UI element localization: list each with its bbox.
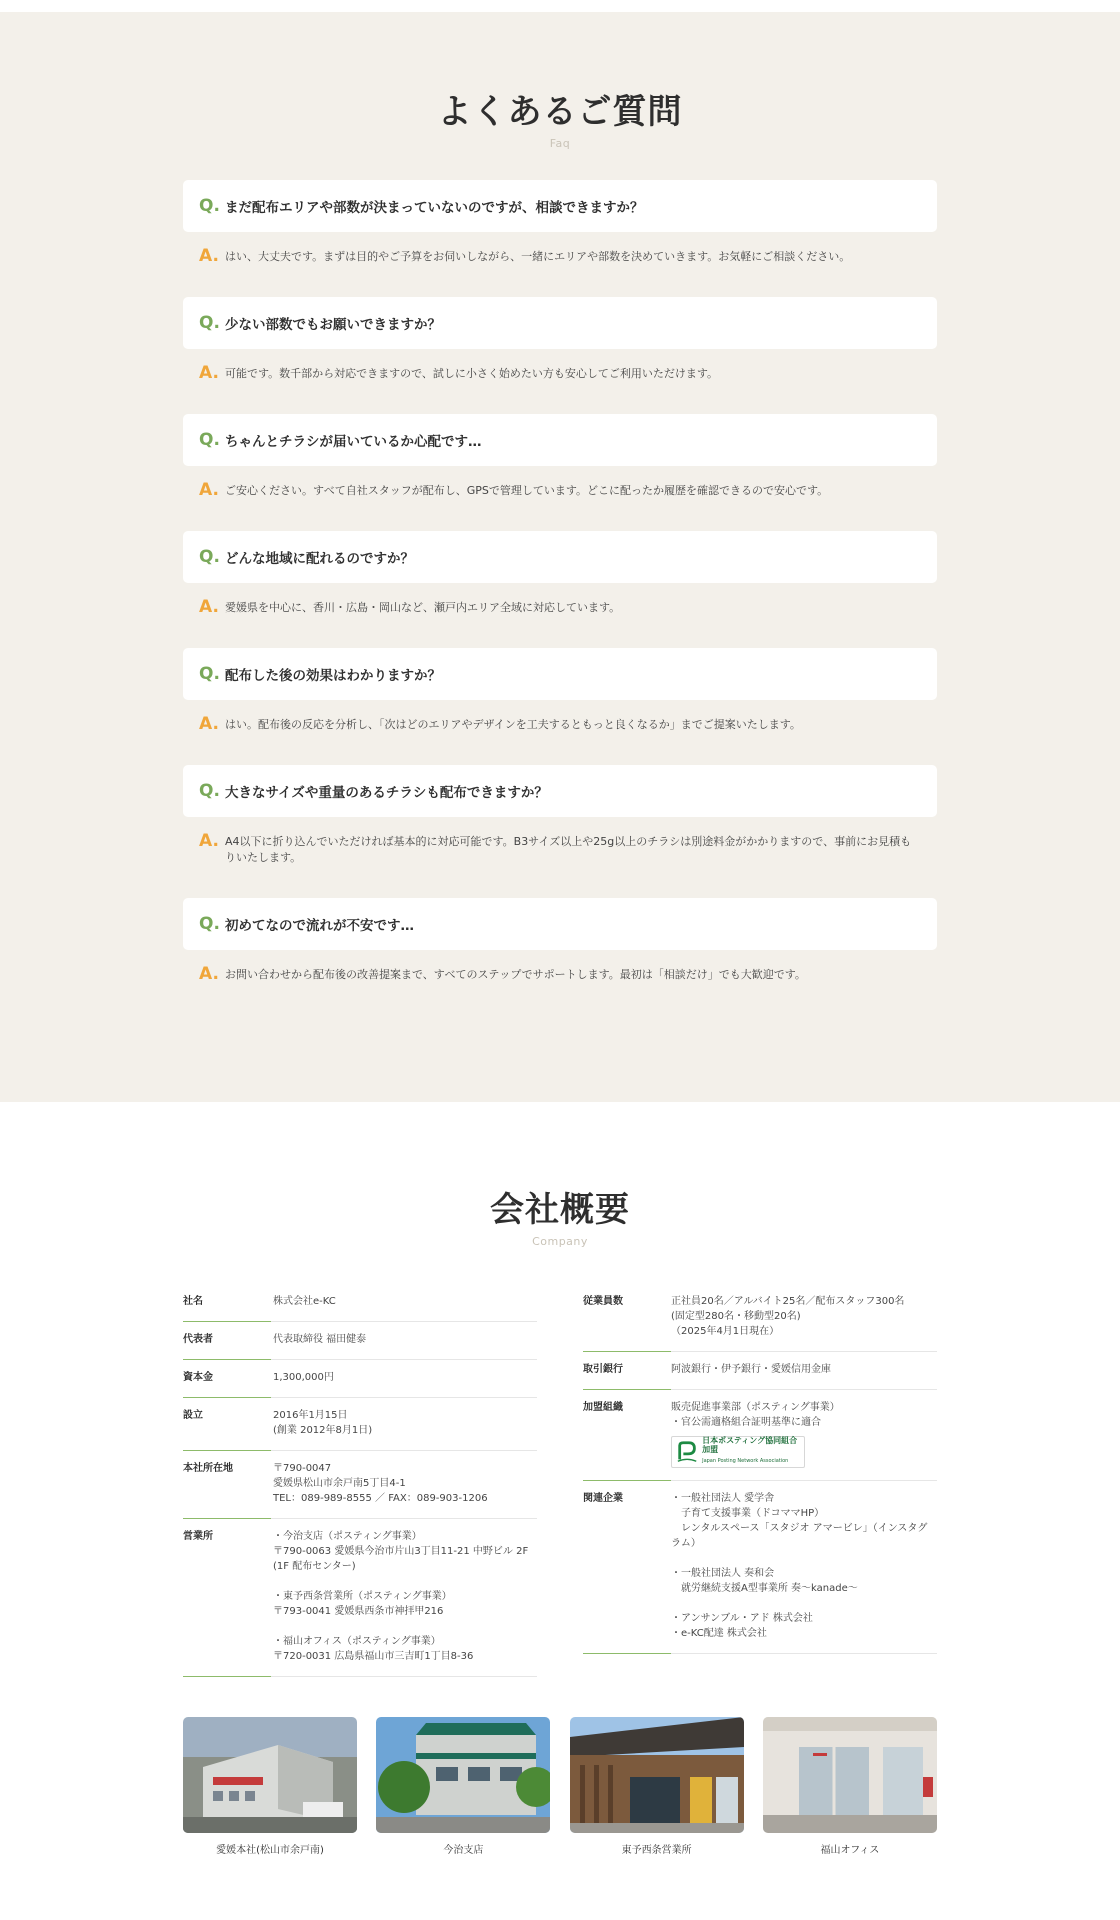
faq-section — [0, 12, 1120, 1102]
association-logo-subtext: Japan Posting Network Association — [702, 1457, 789, 1464]
faq-answer — [183, 232, 937, 265]
association-logo-text: 日本ポスティング協同組合加盟 — [702, 1435, 798, 1454]
info-row-affiliates — [583, 1481, 937, 1654]
info-label: 代表者 — [183, 1334, 213, 1345]
faq-answer — [183, 817, 937, 866]
info-label: 設立 — [183, 1410, 203, 1421]
info-label: 社名 — [183, 1296, 203, 1307]
answer-text: はい。配布後の反応を分析し、「次はどのエリアやデザインを工夫するともっと良くなるか」までご提案いたします。 — [225, 718, 801, 731]
info-value-wrap — [671, 1400, 840, 1468]
answer-text: お問い合わせから配布後の改善提案まで、すべてのステップでサポートします。最初は「相談だけ」でも大歓迎です。 — [225, 968, 806, 981]
faq-answer — [183, 700, 937, 733]
question-text: ちゃんとチラシが届いているか心配です… — [225, 434, 482, 450]
office-photo-caption: 東予西条営業所 — [621, 1845, 692, 1856]
office-photo-card — [376, 1717, 550, 1856]
question-text: 初めてなので流れが不安です… — [225, 918, 414, 934]
faq-item — [183, 765, 937, 866]
info-label: 営業所 — [183, 1531, 213, 1542]
info-row-capital — [183, 1360, 537, 1398]
question-text: どんな地域に配れるのですか？ — [225, 551, 414, 567]
answer-text: 愛媛県を中心に、香川・広島・岡山など、瀬戸内エリア全域に対応しています。 — [225, 601, 621, 614]
office-photo-caption: 今治支店 — [443, 1845, 484, 1856]
info-row-representative — [183, 1322, 537, 1360]
info-label: 加盟組織 — [583, 1402, 623, 1413]
question-mark: Q. — [199, 781, 220, 801]
association-logo-icon — [676, 1440, 698, 1464]
info-row-banks — [583, 1352, 937, 1390]
info-label: 取引銀行 — [583, 1364, 623, 1375]
question-text: 少ない部数でもお願いできますか？ — [225, 317, 441, 333]
faq-question[interactable] — [183, 648, 937, 700]
info-value: 株式会社e-KC — [273, 1296, 336, 1307]
info-value: ・今治支店（ポスティング事業） 〒790-0063 愛媛県今治市片山3丁目11-21 中野ビル 2F (1F 配布センター) ・東予西条営業所（ポスティング事業） 〒793-0041 愛媛県西条市神拝甲216 ・福山オフィス（ポスティング事業） 〒720-0031 広島県福山市三吉町1丁目8-36 — [273, 1531, 529, 1662]
faq-title: よくあるご質問 — [437, 92, 683, 132]
office-photos — [183, 1717, 937, 1856]
question-mark: Q. — [199, 430, 220, 450]
office-photo-fukuyama — [763, 1717, 937, 1833]
faq-question[interactable] — [183, 765, 937, 817]
company-title: 会社概要 — [490, 1190, 630, 1230]
office-photo-headquarters — [183, 1717, 357, 1833]
company-subtitle: Company — [532, 1235, 588, 1248]
faq-question[interactable] — [183, 297, 937, 349]
faq-subtitle: Faq — [549, 137, 571, 150]
info-row-offices — [183, 1519, 537, 1677]
info-label: 関連企業 — [583, 1493, 623, 1504]
info-value: 2016年1月15日 (創業 2012年8月1日) — [273, 1410, 373, 1436]
question-mark: Q. — [199, 547, 220, 567]
info-value: ・一般社団法人 愛学舎 子育て支援事業（ドコママHP） レンタルスペース「スタジオ アマービレ」（インスタグラム） ・一般社団法人 奏和会 就労継続支援A型事業所 奏〜kanade〜 ・アンサンブル・アド 株式会社 ・e-KC配達 株式会社 — [671, 1493, 928, 1639]
faq-item — [183, 648, 937, 733]
answer-mark: A. — [199, 480, 219, 500]
office-photo-card — [570, 1717, 744, 1856]
association-logo-label — [698, 1436, 804, 1469]
office-photo-imabari — [376, 1717, 550, 1833]
info-row-established — [183, 1398, 537, 1451]
faq-question[interactable] — [183, 898, 937, 950]
answer-mark: A. — [199, 714, 219, 734]
faq-question[interactable] — [183, 531, 937, 583]
info-label: 資本金 — [183, 1372, 213, 1383]
faq-item — [183, 180, 937, 265]
faq-list — [183, 180, 937, 983]
faq-answer — [183, 466, 937, 499]
answer-text: はい、大丈夫です。まずは目的やご予算をお伺いしながら、一緒にエリアや部数を決めていきます。お気軽にご相談ください。 — [225, 250, 851, 263]
answer-mark: A. — [199, 831, 219, 851]
faq-item — [183, 414, 937, 499]
faq-item — [183, 531, 937, 616]
faq-answer — [183, 349, 937, 382]
faq-answer — [183, 583, 937, 616]
info-row-employees — [583, 1284, 937, 1352]
top-strip — [0, 0, 1120, 12]
info-value: 代表取締役 福田健泰 — [273, 1334, 367, 1345]
company-info-right — [583, 1284, 937, 1677]
question-text: まだ配布エリアや部数が決まっていないのですが、相談できますか？ — [225, 200, 644, 216]
association-logo — [671, 1436, 805, 1468]
faq-question[interactable] — [183, 180, 937, 232]
faq-header — [0, 12, 1120, 150]
question-text: 大きなサイズや重量のあるチラシも配布できますか？ — [225, 785, 548, 801]
question-mark: Q. — [199, 664, 220, 684]
office-photo-card — [183, 1717, 357, 1856]
info-row-name — [183, 1284, 537, 1322]
answer-text: ご安心ください。すべて自社スタッフが配布し、GPSで管理しています。どこに配ったか履歴を確認できるので安心です。 — [225, 484, 829, 497]
info-row-headquarters — [183, 1451, 537, 1519]
office-photo-caption: 愛媛本社(松山市余戸南) — [216, 1845, 324, 1856]
info-value: 正社員20名／アルバイト25名／配布スタッフ300名 (固定型280名・移動型20名) （2025年4月1日現在） — [671, 1296, 905, 1337]
answer-mark: A. — [199, 363, 219, 383]
answer-mark: A. — [199, 246, 219, 266]
office-photo-card — [763, 1717, 937, 1856]
answer-text: 可能です。数千部から対応できますので、試しに小さく始めたい方も安心してご利用いただけます。 — [225, 367, 719, 380]
answer-mark: A. — [199, 964, 219, 984]
info-value: 〒790-0047 愛媛県松山市余戸南5丁目4-1 TEL：089-989-8555 ／ FAX：089-903-1206 — [273, 1463, 488, 1504]
question-mark: Q. — [199, 313, 220, 333]
faq-item — [183, 297, 937, 382]
faq-item — [183, 898, 937, 983]
office-photo-caption: 福山オフィス — [820, 1845, 880, 1856]
faq-answer — [183, 950, 937, 983]
office-photo-saijo — [570, 1717, 744, 1833]
info-label: 本社所在地 — [183, 1463, 233, 1474]
company-info-left — [183, 1284, 537, 1677]
faq-question[interactable] — [183, 414, 937, 466]
answer-text: A4以下に折り込んでいただければ基本的に対応可能です。B3サイズ以上や25g以上のチラシは別途料金がかかりますので、事前にお見積もりいたします。 — [225, 835, 912, 864]
answer-mark: A. — [199, 597, 219, 617]
info-value: 1,300,000円 — [273, 1372, 334, 1383]
question-mark: Q. — [199, 914, 220, 934]
info-value: 販売促進事業部（ポスティング事業） ・官公需適格組合証明基準に適合 — [671, 1402, 840, 1428]
question-mark: Q. — [199, 196, 220, 216]
question-text: 配布した後の効果はわかりますか？ — [225, 668, 441, 684]
info-label: 従業員数 — [583, 1296, 623, 1307]
info-row-memberships — [583, 1390, 937, 1481]
company-section — [0, 1102, 1120, 1856]
info-value: 阿波銀行・伊予銀行・愛媛信用金庫 — [671, 1364, 831, 1375]
company-info-table — [183, 1284, 937, 1677]
